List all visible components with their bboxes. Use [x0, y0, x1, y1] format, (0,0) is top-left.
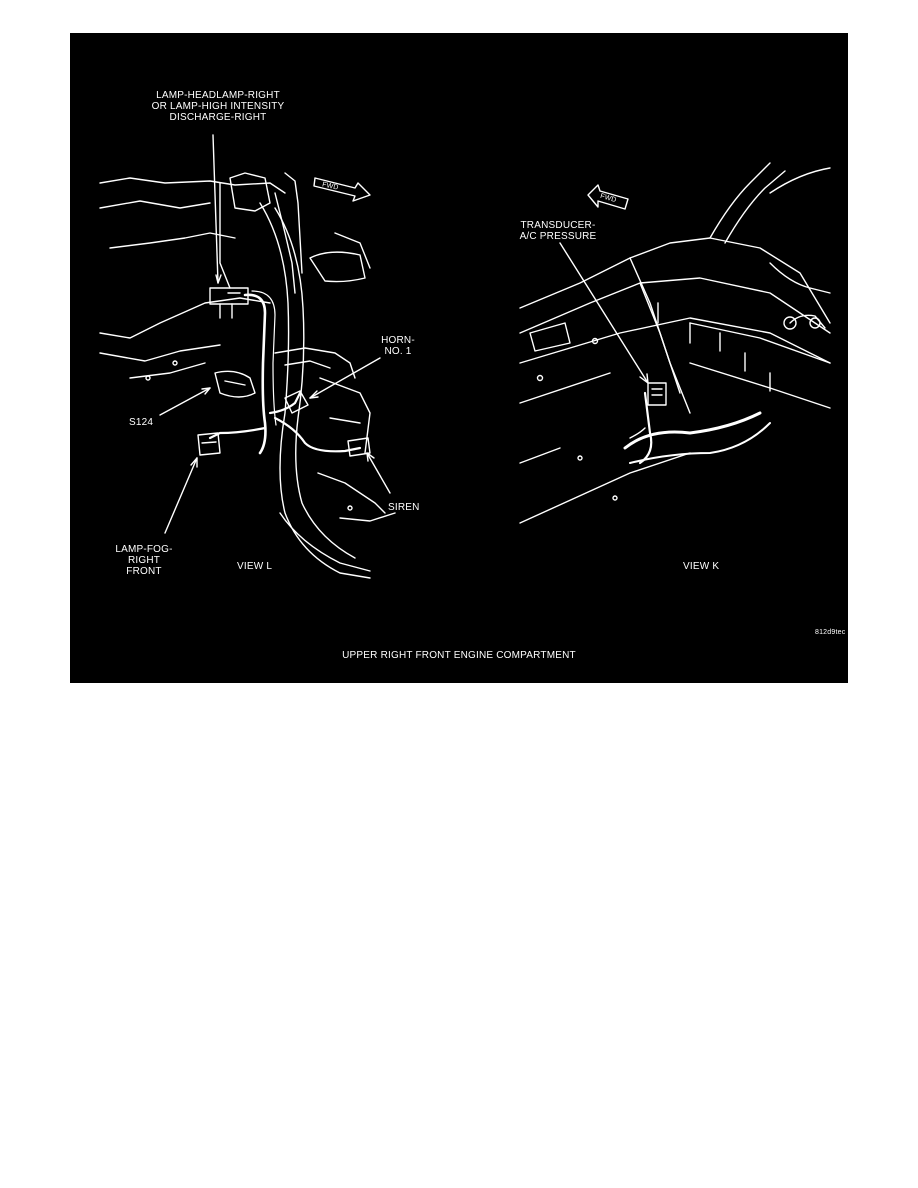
siren-label: SIREN: [388, 502, 420, 513]
view-k-fwd-label: FWD: [599, 192, 618, 205]
headlamp-callout-line3: DISCHARGE-RIGHT: [169, 112, 267, 123]
transducer-callout-line2: A/C PRESSURE: [519, 231, 597, 242]
view-k-artwork: [520, 163, 830, 523]
horn-callout: [375, 335, 421, 357]
diagram-artwork: [70, 33, 848, 683]
view-l-label: VIEW L: [237, 561, 273, 572]
horn-callout-line1: HORN-: [381, 335, 415, 346]
wiring-diagram-figure: [70, 33, 848, 683]
headlamp-callout: [133, 90, 303, 123]
view-k-label: VIEW K: [683, 561, 720, 572]
fog-lamp-callout-line3: FRONT: [126, 566, 162, 577]
image-code: 812d9tec: [815, 629, 846, 636]
view-l-artwork: [100, 135, 395, 578]
splice-s124-label: S124: [129, 417, 154, 428]
fog-lamp-callout: [106, 544, 182, 577]
fog-lamp-callout-line2: RIGHT: [127, 555, 161, 566]
view-l-fwd-label: FWD: [321, 181, 340, 192]
horn-callout-line2: NO. 1: [384, 346, 412, 357]
headlamp-callout-line1: LAMP-HEADLAMP-RIGHT: [156, 90, 280, 101]
figure-caption: UPPER RIGHT FRONT ENGINE COMPARTMENT: [342, 650, 576, 661]
transducer-callout: [510, 220, 606, 242]
fog-lamp-callout-line1: LAMP-FOG-: [115, 544, 173, 555]
transducer-callout-line1: TRANSDUCER-: [520, 220, 596, 231]
headlamp-callout-line2: OR LAMP-HIGH INTENSITY: [151, 101, 285, 112]
